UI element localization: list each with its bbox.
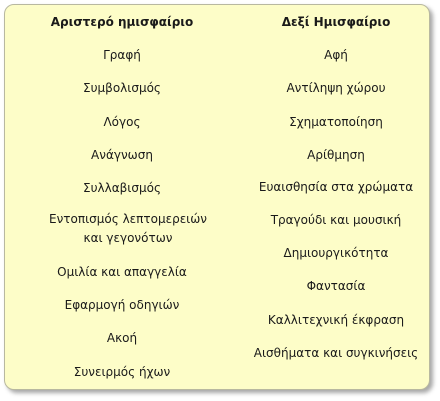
right-item: Αισθήματα και συγκινήσεις — [253, 346, 419, 360]
right-item: Ευαισθησία στα χρώματα — [258, 180, 414, 194]
left-item: Λόγος — [103, 115, 141, 129]
right-item: Αντίληψη χώρου — [286, 81, 386, 95]
left-item: Εντοπισμός λεπτομερειών και γεγονότων — [49, 212, 207, 245]
right-item: Τραγούδι και μουσική — [270, 213, 402, 227]
right-item: Δημιουργικότητα — [283, 246, 389, 260]
right-item: Καλλιτεχνική έκφραση — [267, 313, 405, 327]
right-item: Σχηματοποίηση — [289, 115, 383, 129]
left-column-header: Αριστερό ημισφαίριο — [50, 15, 194, 29]
left-item: Συμβολισμός — [83, 81, 161, 95]
right-column-header: Δεξί Ημισφαίριο — [281, 15, 391, 29]
left-item: Ακοή — [106, 331, 138, 345]
right-item: Φαντασία — [306, 279, 366, 293]
left-item: Συλλαβισμός — [83, 181, 161, 195]
left-item: Εφαρμογή οδηγιών — [64, 298, 180, 312]
right-item: Αφή — [324, 48, 348, 62]
left-item: Ανάγνωση — [91, 148, 153, 162]
left-item: Γραφή — [103, 48, 141, 62]
right-item: Αρίθμηση — [307, 148, 365, 162]
left-item: Ομιλία και απαγγελία — [57, 265, 187, 279]
left-item: Συνειρμός ήχων — [73, 365, 171, 379]
